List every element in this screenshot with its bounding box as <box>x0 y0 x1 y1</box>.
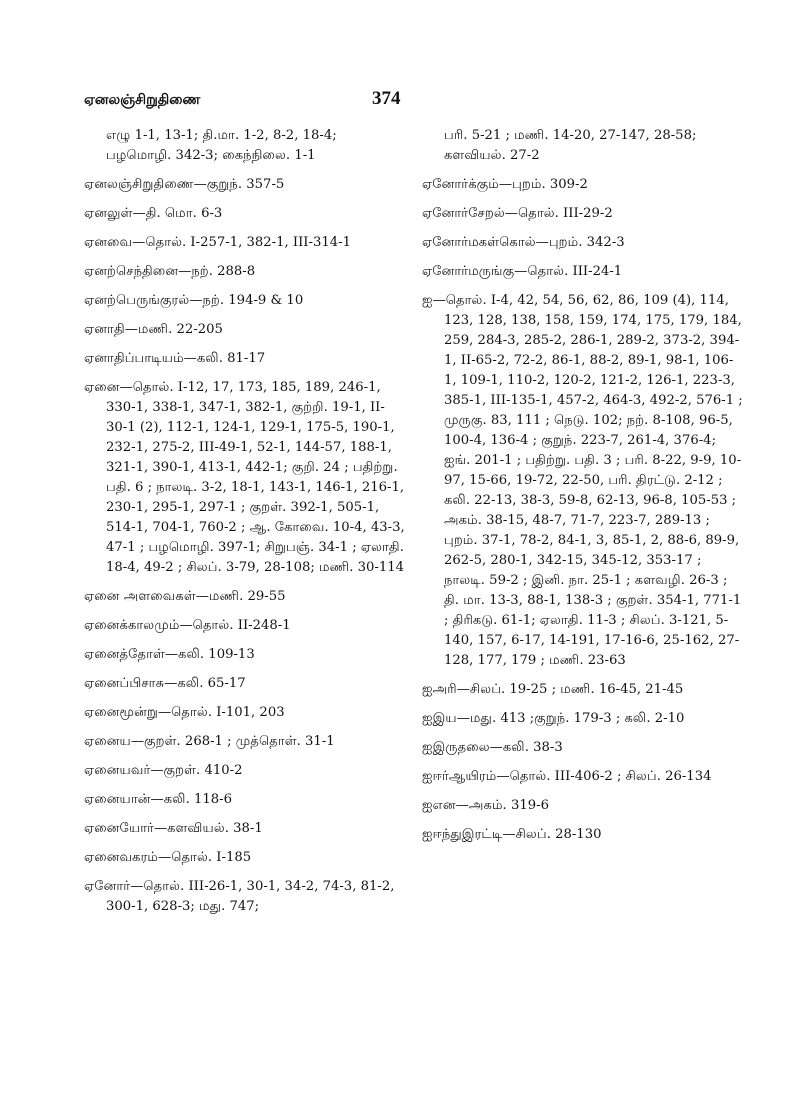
page-number: 374 <box>372 88 401 109</box>
index-entry: ஏனாதிப்பாடியம்—கலி. 81-17 <box>84 351 266 366</box>
index-entry: ஏனை அளவைகள்—மணி. 29-55 <box>84 589 286 604</box>
index-entry: ஏனலஞ்சிறுதிணை—குறுந். 357-5 <box>84 177 285 192</box>
index-entry: ஏனோர்மகள்கொல்—புறம். 342-3 <box>422 235 625 250</box>
index-entry: ஏனோர்மருங்கு—தொல். III-24-1 <box>422 264 623 279</box>
running-head: ஏனலஞ்சிறுதிணை <box>84 92 201 108</box>
index-entry: ஏனையான்—கலி. 118-6 <box>84 792 232 807</box>
index-entry: ஏனோர்சேறல்—தொல். III-29-2 <box>422 206 613 221</box>
index-entry: ஏனைவகரம்—தொல். I-185 <box>84 850 252 865</box>
index-entry: ஐஈந்துஇரட்டி—சிலப். 28-130 <box>422 827 602 842</box>
index-entry: ஏனற்செந்தினை—நற். 288-8 <box>84 264 256 279</box>
index-entry: ஏனையவர்—குறள். 410-2 <box>84 763 243 778</box>
index-entry: பரி. 5-21 ; மணி. 14-20, 27-147, 28-58; களவியல். 27-2 <box>444 128 697 163</box>
index-entry: ஐஅரி—சிலப். 19-25 ; மணி. 16-45, 21-45 <box>422 682 684 697</box>
index-entry: ஏனை—தொல். I-12, 17, 173, 185, 189, 246-1, 330-1, 338-1, 347-1, 382-1, குற்றி. 19-1, II-30-1 (2), 112-1, 124-1, 129-1, 175-5, 190-1, 232-1, 275-2, III-49-1, 52-1, 144-57, 188-1, 321-1, 390-1, 413-1, 442-1; குறி. 24 ; பதிற்று. பதி. 6 ; நாலடி. 3-2, 18-1, 143-1, 146-1, 216-1, 230-1, 295-1, 297-1 ; குறள். 392-1, 505-1, 514-1, 704-1, 760-2 ; ஆ. கோவை. 10-4, 43-3, 47-1 ; பழமொழி. 397-1; சிறுபஞ். 34-1 ; ஏலாதி. 18-4, 49-2 ; சிலப். 3-79, 28-108; மணி. 30-114 <box>84 380 405 575</box>
index-entry: ஐ—தொல். I-4, 42, 54, 56, 62, 86, 109 (4), 114, 123, 128, 138, 158, 159, 174, 175, 179, 184, 259, 284-3, 285-2, 286-1, 289-2, 373-2, 394-1, II-65-2, 72-2, 86-1, 88-2, 89-1, 98-1, 106-1, 109-1, 110-2, 120-2, 121-2, 126-1, 223-3, 385-1, III-135-1, 457-2, 464-3, 492-2, 576-1 ; முருகு. 83, 111 ; நெடு. 102; நற். 8-108, 96-5, 100-4, 136-4 ; குறுந். 223-7, 261-4, 376-4; ஐங். 201-1 ; பதிற்று. பதி. 3 ; பரி. 8-22, 9-9, 10-97, 15-66, 19-72, 22-50, பரி. திரட்டு. 2-12 ; கலி. 22-13, 38-3, 59-8, 62-13, 96-8, 105-53 ; அகம். 38-15, 48-7, 71-7, 223-7, 289-13 ; புறம். 37-1, 78-2, 84-1, 3, 85-1, 2, 88-6, 89-9, 262-5, 280-1, 342-15, 345-12, 353-17 ; நாலடி. 59-2 ; இனி. நா. 25-1 ; களவழி. 26-3 ; தி. மா. 13-3, 88-1, 138-3 ; குறள். 354-1, 771-1 ; திரிகடு. 61-1; ஏலாதி. 11-3 ; சிலப். 3-121, 5-140, 157, 6-17, 14-191, 17-16-6, 25-162, 27-128, 177, 179 ; மணி. 23-63 <box>422 293 743 668</box>
index-entry: ஐஇருதலை—கலி. 38-3 <box>422 740 563 755</box>
index-entry: ஏனாதி—மணி. 22-205 <box>84 322 223 337</box>
index-entry: ஐஎன—அகம். 319-6 <box>422 798 549 813</box>
index-entry: ஏனலுள்—தி. மொ. 6-3 <box>84 206 223 221</box>
index-entry: ஐஈர்ஆயிரம்—தொல். III-406-2 ; சிலப். 26-134 <box>422 769 712 784</box>
index-entry: ஏனைப்பிசாசு—கலி. 65-17 <box>84 676 246 691</box>
index-entry: ஏனைத்தோள்—கலி. 109-13 <box>84 647 255 662</box>
index-entry: ஏனவை—தொல். I-257-1, 382-1, III-314-1 <box>84 235 351 250</box>
index-entry: ஏனைய—குறள். 268-1 ; முத்தொள். 31-1 <box>84 734 335 749</box>
right-column <box>422 126 744 854</box>
index-entry: ஐஇய—மது. 413 ;குறுந். 179-3 ; கலி. 2-10 <box>422 711 685 726</box>
index-entry: ஏனைமூன்று—தொல். I-101, 203 <box>84 705 285 720</box>
index-entry: ஏனோர்க்கும்—புறம். 309-2 <box>422 177 588 192</box>
left-column <box>84 126 406 926</box>
index-entry: ஏனோர்—தொல். III-26-1, 30-1, 34-2, 74-3, 81-2, 300-1, 628-3; மது. 747; <box>84 879 395 914</box>
index-entry: எழு 1-1, 13-1; தி.மா. 1-2, 8-2, 18-4; பழமொழி. 342-3; கைந்நிலை. 1-1 <box>106 128 337 163</box>
index-entry: ஏனைக்காலமும்—தொல். II-248-1 <box>84 618 291 633</box>
index-entry: ஏனையோர்—களவியல். 38-1 <box>84 821 263 836</box>
index-entry: ஏனற்பெருங்குரல்—நற். 194-9 & 10 <box>84 293 304 308</box>
